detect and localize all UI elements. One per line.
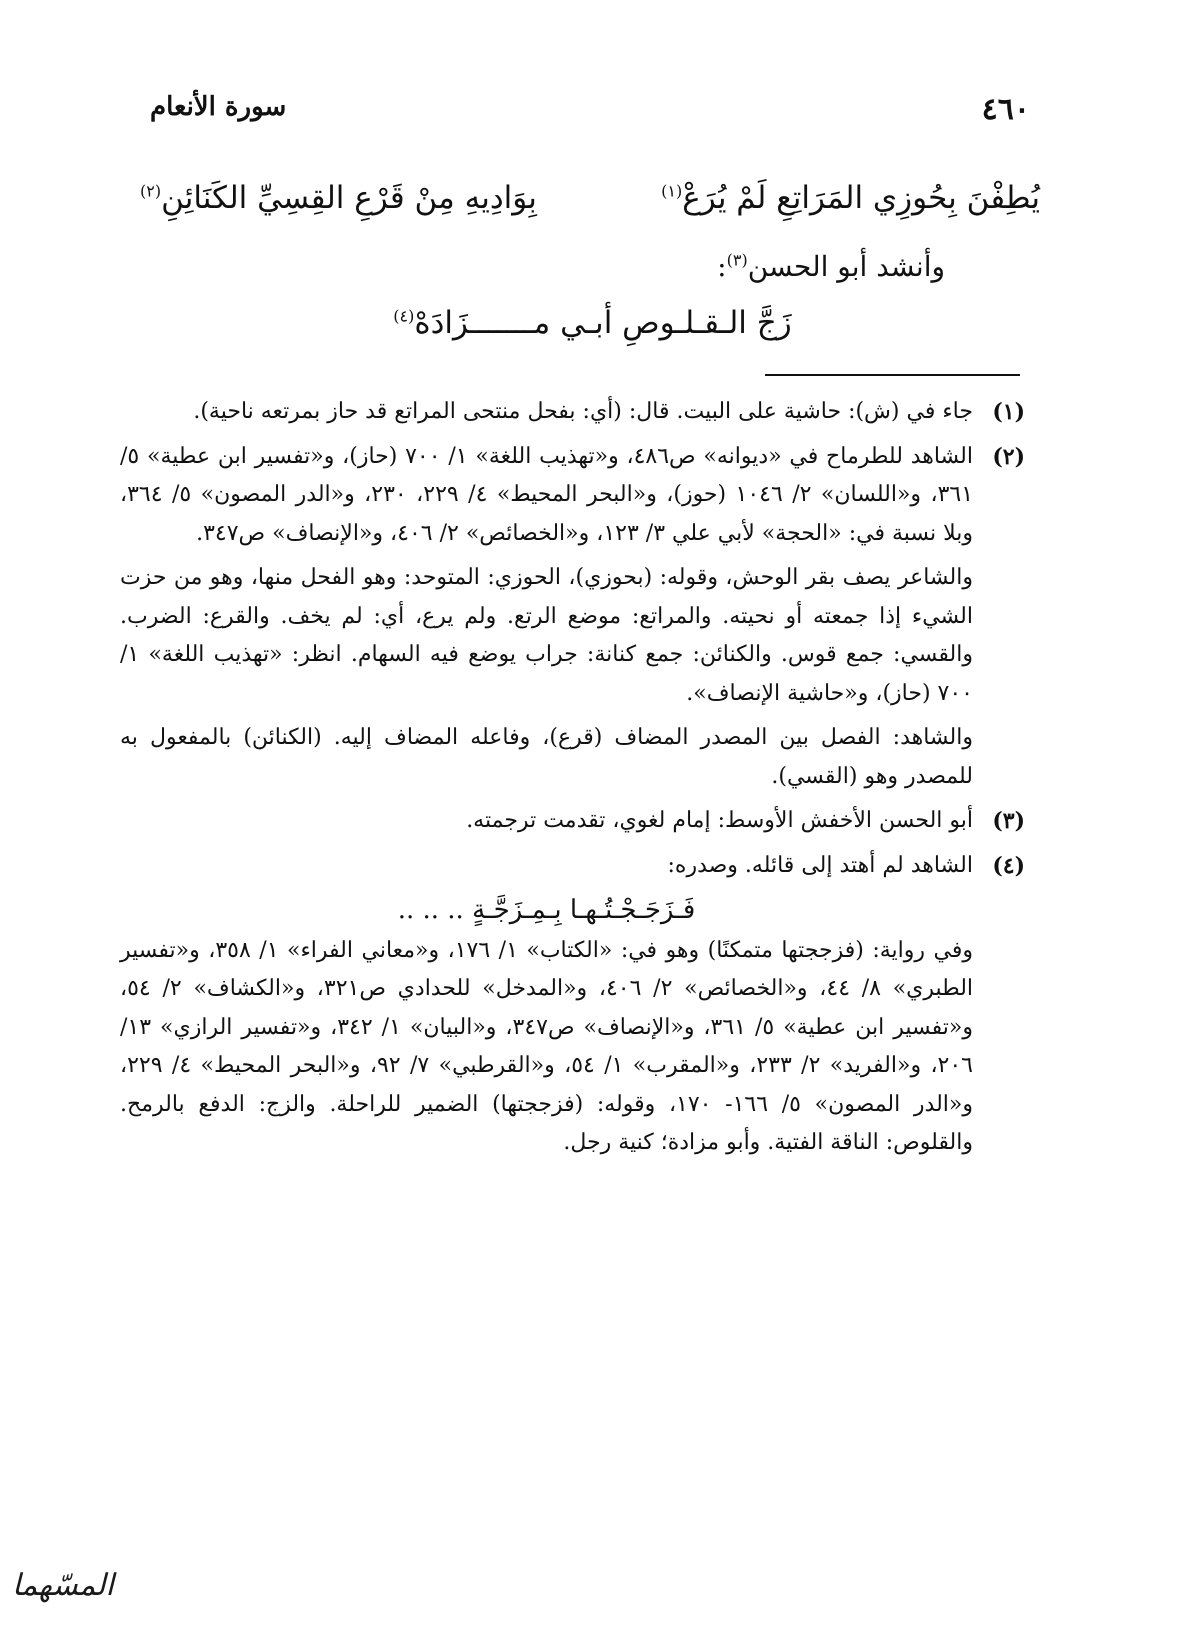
- footnote-paragraph: أبو الحسن الأخفش الأوسط: إمام لغوي، تقدمت ترجمته.: [466, 808, 973, 833]
- footnote-ref-4: (٤): [393, 306, 415, 326]
- footnote-1: [120, 393, 1025, 438]
- footnote-4: [120, 847, 1025, 1169]
- intro-text: وأنشد أبو الحسن: [747, 250, 945, 283]
- watermark-text: المسّهما: [12, 1568, 114, 1603]
- footnote-paragraph: والشاعر يصف بقر الوحش، وقوله: (بحوزي)، الحوزي: المتوحد: وهو الفحل منها، وهو من حزت الشيء إذا جمعته أو نحيته. والمراتع: موضع الرتع. ولم يرع، أي: لم يخف. والقرع: الضرب. والقسي: جمع قوس. والكنائن: جمع كنانة: جراب يوضع فيه السهام. انظر: «تهذيب اللغة» ١/ ٧٠٠ (حاز)، و«حاشية الإنصاف».: [120, 565, 973, 706]
- poetry-verse: [140, 180, 1040, 240]
- footnote-verse: فَـزَجَـجْـتُـهـا بِـمِـزَجَّـةٍ .. .. ..: [397, 895, 696, 925]
- footnote-ref-1: (١): [661, 181, 683, 201]
- footnote-body: [120, 438, 973, 803]
- hemistich-text: بِوَادِيهِ مِنْ قَرْعِ القِسِيِّ الكَنَائِنِ: [161, 180, 537, 216]
- footnote-number: (٢): [992, 443, 1025, 470]
- page-header: [150, 92, 1030, 142]
- footnote-paragraph: الشاهد لم أهتد إلى قائله. وصدره:: [667, 852, 973, 878]
- footnote-number: (٣): [992, 808, 1025, 834]
- footnote-3: [120, 802, 1025, 847]
- verse-text: زَجَّ الـقـلـوصِ أبـي مـــــــزَادَهْ: [414, 305, 792, 341]
- footnote-body: [120, 393, 973, 438]
- poetry-verse-single: [0, 305, 1185, 341]
- intro-colon: :: [717, 250, 727, 283]
- footnote-2: [120, 438, 1025, 803]
- hemistich-text: يُطِفْنَ بِحُوزِي المَرَاتِعِ لَمْ يُرَعْ: [682, 180, 1040, 216]
- footnote-body: [120, 802, 973, 847]
- surah-title: سورة الأنعام: [150, 92, 287, 122]
- footnote-paragraph: وفي رواية: (فزججتها متمكنًا) وهو في: «الكتاب» ١/ ١٧٦، و«معاني الفراء» ١/ ٣٥٨، و«تفسير الطبري» ٨/ ٤٤، و«الخصائص» ٢/ ٤٠٦، و«المدخل» للحدادي ص٣٢١، و«الكشاف» ٢/ ٥٤، و«تفسير ابن عطية» ٥/ ٣٦١، و«الإنصاف» ص٣٤٧، و«البيان» ١/ ٣٤٢، و«تفسير الرازي» ١٣/ ٢٠٦، و«الفريد» ٢/ ٢٣٣، و«المقرب» ١/ ٥٤، و«القرطبي» ٧/ ٩٢، و«البحر المحيط» ٤/ ٢٢٩، و«الدر المصون» ٥/ ١٦٦- ١٧٠، وقوله: (فزججتها) الضمير للراحلة. والزج: الدفع بالرمح. والقلوص: الناقة الفتية. وأبو مزادة؛ كنية رجل.: [120, 937, 974, 1155]
- page-number: ٤٦٠: [981, 92, 1030, 127]
- footnote-body: [120, 847, 973, 1169]
- watermark-logo: [12, 1568, 114, 1634]
- footnote-ref-3: (٣): [726, 250, 748, 270]
- footnote-ref-2: (٢): [140, 181, 162, 201]
- footnote-number: (١): [992, 399, 1025, 425]
- footnote-paragraph: الشاهد للطرماح في «ديوانه» ص٤٨٦، و«تهذيب اللغة» ١/ ٧٠٠ (حاز)، و«تفسير ابن عطية» ٥/ ٣٦١، و«اللسان» ٢/ ١٠٤٦ (حوز)، و«البحر المحيط» ٤/ ٢٢٩، ٢٣٠، و«الدر المصون» ٥/ ٣٦٤، وبلا نسبة في: «الحجة» لأبي علي ٣/ ١٢٣، و«الخصائص» ٢/ ٤٠٦، و«الإنصاف» ص٣٤٧.: [120, 443, 974, 546]
- verse-first-hemistich: [661, 180, 1040, 216]
- footnote-paragraph: جاء في (ش): حاشية على البيت. قال: (أي: بفحل منتحى المراتع قد حاز بمرتعه ناحية).: [193, 399, 973, 424]
- footnote-divider: [765, 374, 1020, 376]
- verse-second-hemistich: [140, 180, 537, 216]
- footnotes: [120, 393, 1025, 1169]
- intro-line: [717, 250, 945, 283]
- footnote-number: (٤): [992, 852, 1025, 879]
- footnote-paragraph: والشاهد: الفصل بين المصدر المضاف (قرع)، وفاعله المضاف إليه. (الكنائن) بالمفعول به للمصدر وهو (القسي).: [120, 725, 973, 789]
